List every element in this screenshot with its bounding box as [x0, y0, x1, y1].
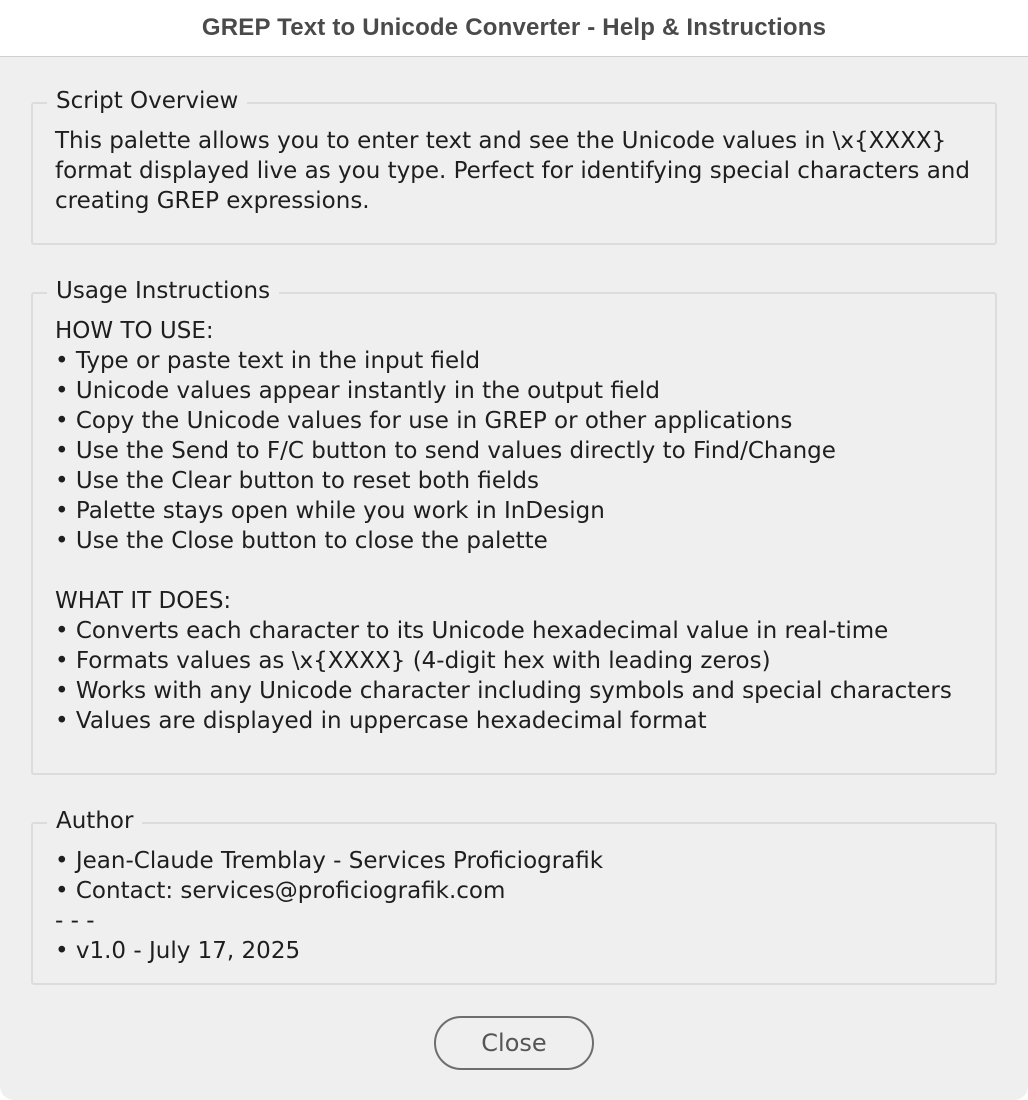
script-overview-text	[55, 126, 977, 216]
usage-instructions-label: Usage Instructions	[47, 277, 279, 305]
how-to-use-item: • Use the Close button to close the palette	[55, 528, 548, 554]
script-overview-panel	[31, 88, 997, 245]
what-it-does-item: • Works with any Unicode character including symbols and special characters	[55, 678, 952, 704]
spacer	[55, 556, 977, 586]
author-panel	[31, 808, 997, 985]
usage-instructions-text	[55, 316, 977, 736]
overview-line: This palette allows you to enter text and see the Unicode values in \x{XXXX}	[55, 128, 947, 154]
overview-line: creating GREP expressions.	[55, 188, 370, 214]
usage-instructions-panel	[31, 278, 997, 775]
author-version: • v1.0 - July 17, 2025	[55, 938, 301, 964]
how-to-use-item: • Copy the Unicode values for use in GREP or other applications	[55, 408, 793, 434]
author-contact: • Contact: services@proficiografik.com	[55, 878, 506, 904]
how-to-use-heading: HOW TO USE:	[55, 318, 214, 344]
overview-line: format displayed live as you type. Perfect for identifying special characters and	[55, 158, 970, 184]
author-label: Author	[47, 807, 142, 835]
how-to-use-item: • Palette stays open while you work in InDesign	[55, 498, 605, 524]
close-button[interactable]: Close	[434, 1016, 594, 1070]
window-title: GREP Text to Unicode Converter - Help & Instructions	[201, 14, 827, 41]
author-separator: - - -	[55, 908, 95, 934]
author-text	[55, 846, 977, 966]
what-it-does-item: • Formats values as \x{XXXX} (4-digit hex with leading zeros)	[55, 648, 771, 674]
what-it-does-item: • Values are displayed in uppercase hexadecimal format	[55, 708, 707, 734]
what-it-does-item: • Converts each character to its Unicode hexadecimal value in real-time	[55, 618, 889, 644]
title-bar[interactable]	[0, 0, 1028, 57]
how-to-use-item: • Unicode values appear instantly in the output field	[55, 378, 660, 404]
how-to-use-item: • Use the Clear button to reset both fields	[55, 468, 539, 494]
script-overview-label: Script Overview	[47, 87, 247, 115]
author-name: • Jean-Claude Tremblay - Services Proficiografik	[55, 848, 604, 874]
how-to-use-item: • Use the Send to F/C button to send values directly to Find/Change	[55, 438, 836, 464]
how-to-use-item: • Type or paste text in the input field	[55, 348, 481, 374]
what-it-does-heading: WHAT IT DOES:	[55, 588, 232, 614]
